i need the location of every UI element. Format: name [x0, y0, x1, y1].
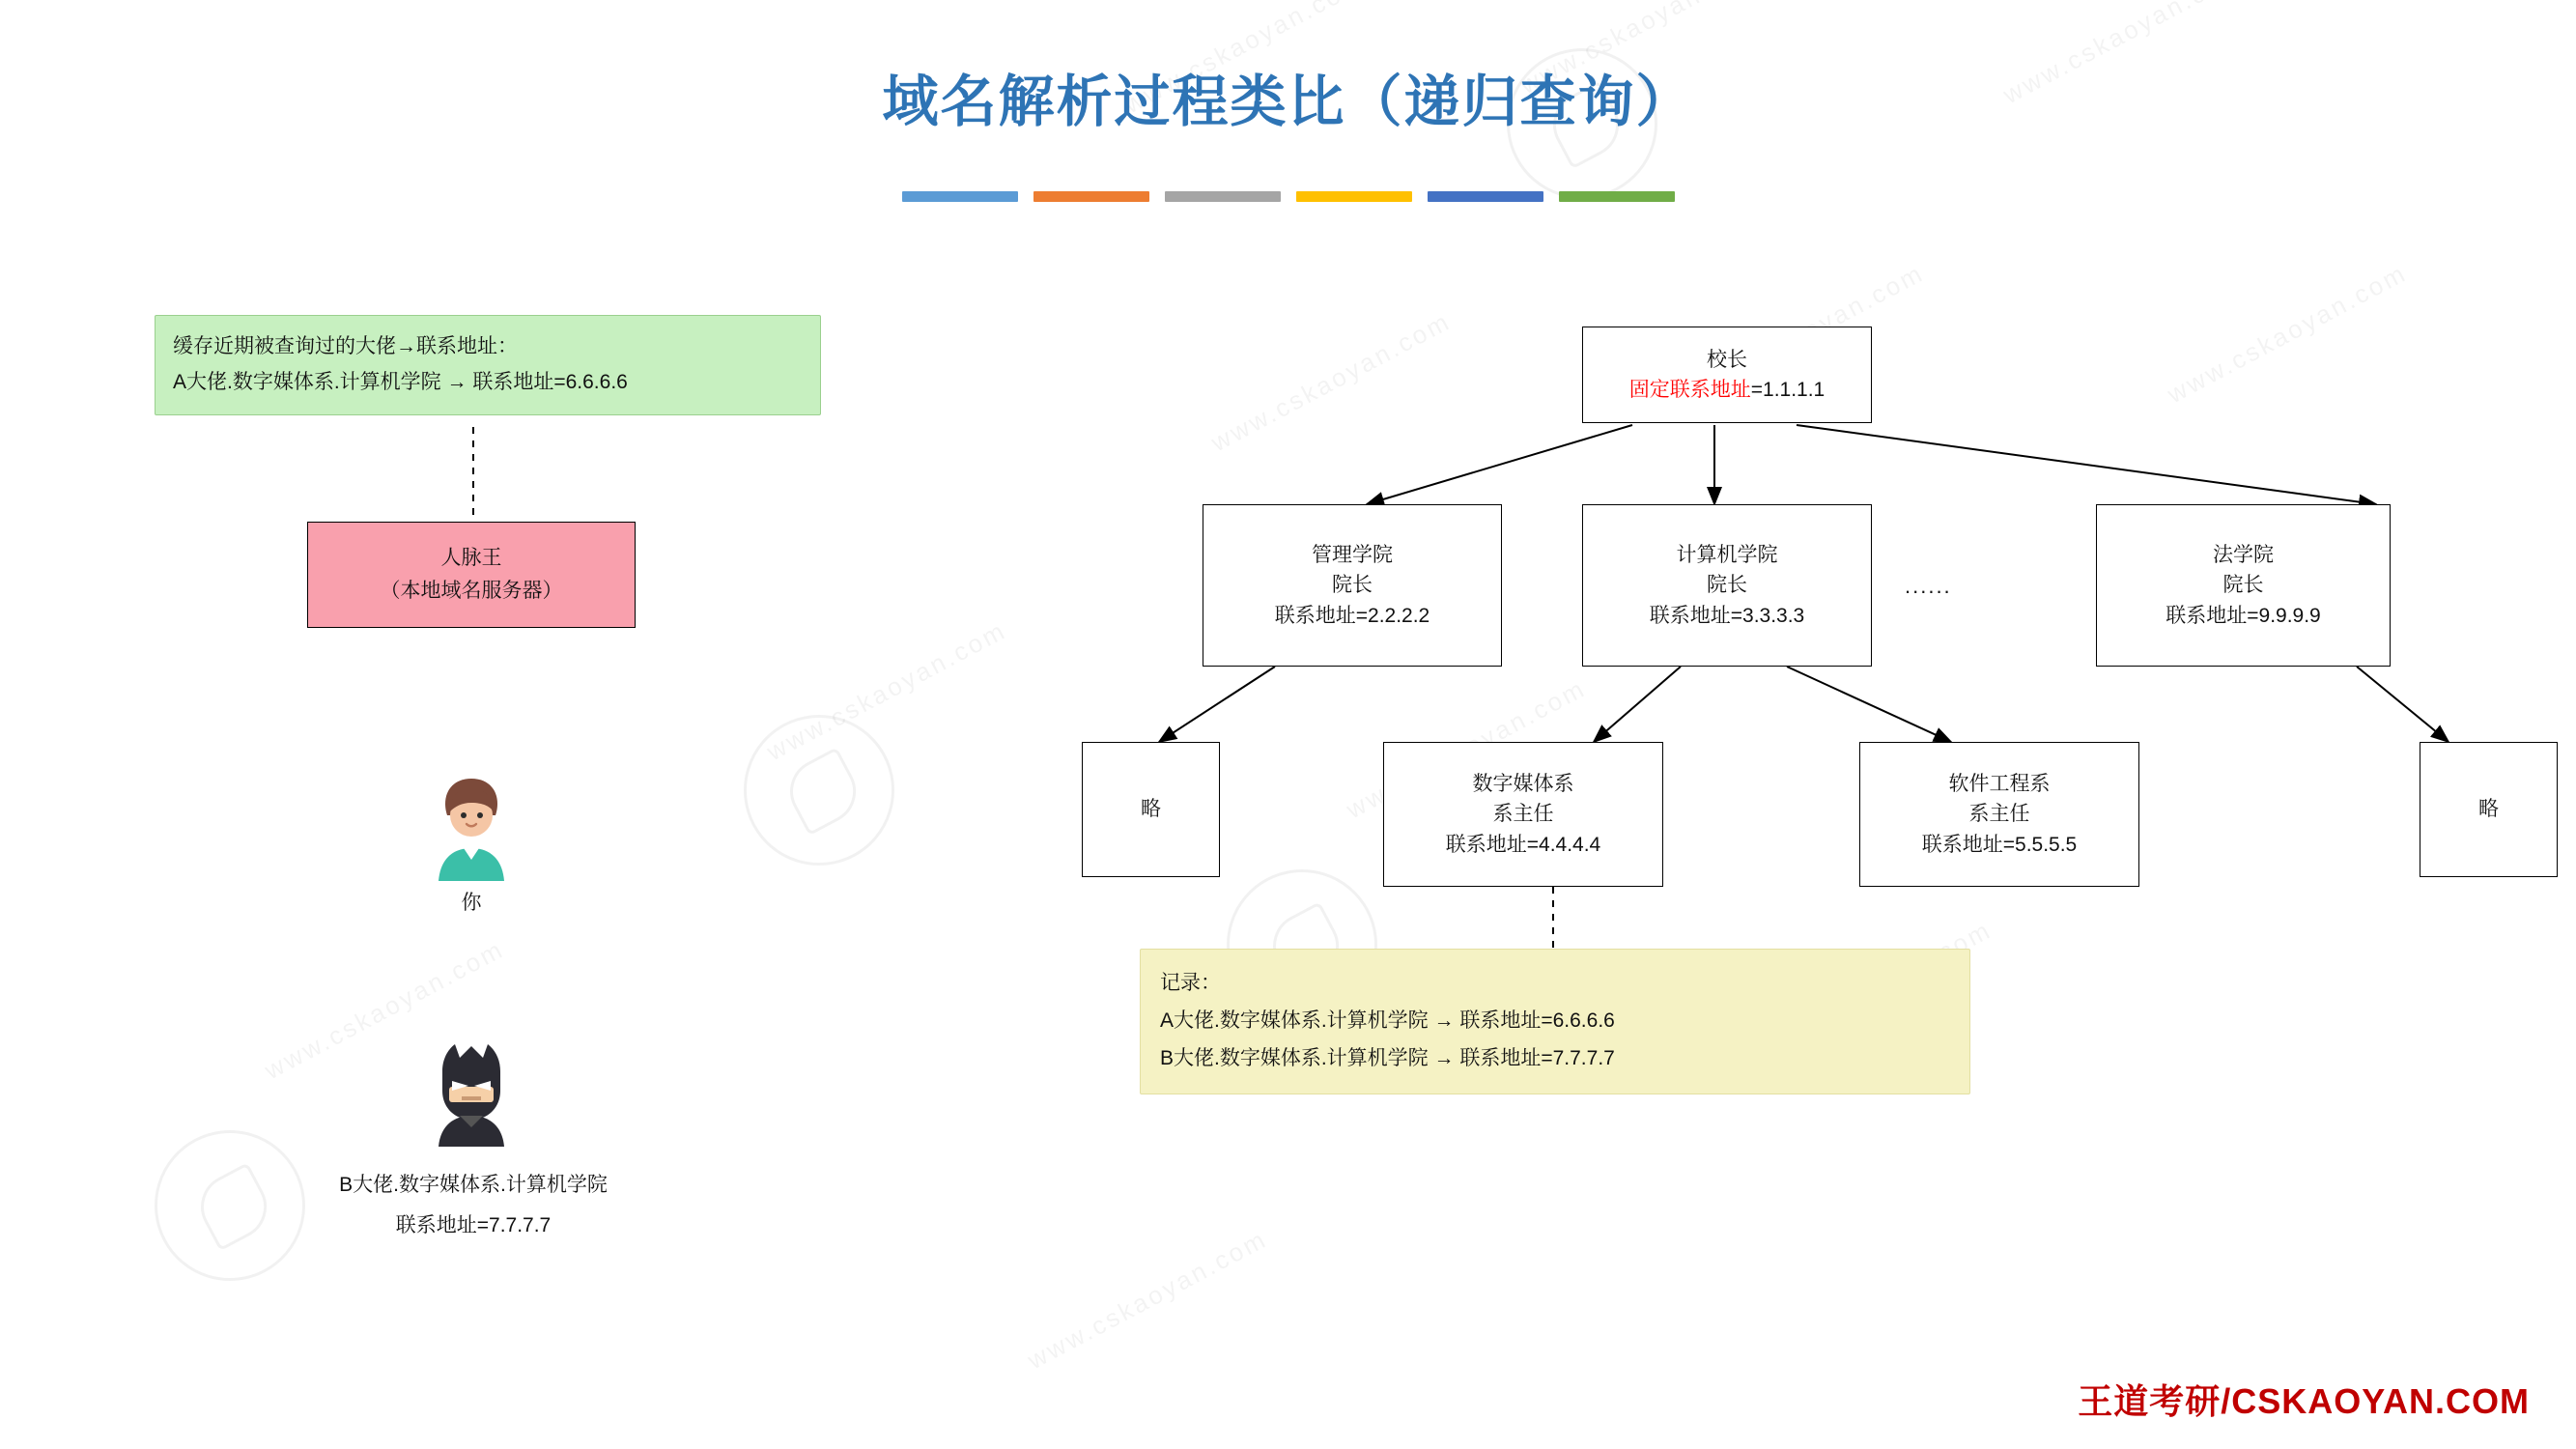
mgmt-address: 联系地址=2.2.2.2: [1274, 604, 1430, 627]
watermark-text: [2163, 258, 2413, 410]
user-avatar: [425, 773, 518, 886]
you-label: 你: [461, 892, 482, 914]
mgmt-name: 管理学院: [1312, 543, 1393, 566]
record-line-2: B大佬.数字媒体系.计算机学院 → 联系地址=7.7.7.7: [1160, 1046, 1615, 1069]
node-principal: [1582, 327, 1872, 423]
principal-address-value: =1.1.1.1: [1750, 379, 1826, 401]
media-address: 联系地址=4.4.4.4: [1445, 833, 1601, 856]
cs-address: 联系地址=3.3.3.3: [1649, 604, 1805, 627]
media-role: 系主任: [1492, 803, 1554, 826]
watermark-text: [1023, 1224, 1273, 1376]
link-principal-mgmt: [1367, 425, 1632, 504]
link-cs-media: [1594, 667, 1681, 742]
link-mgmt-omit: [1159, 667, 1275, 742]
color-bar: [1428, 191, 1543, 202]
target-address: 联系地址=7.7.7.7: [395, 1214, 552, 1236]
watermark-text: [762, 615, 1012, 767]
color-bar: [1165, 191, 1281, 202]
brand-logo-watermark: [718, 689, 921, 893]
node-college-law: [2096, 504, 2391, 667]
target-avatar: [425, 1038, 518, 1151]
principal-address-label: 固定联系地址: [1628, 379, 1751, 401]
software-role: 系主任: [1968, 803, 2030, 826]
brand-logo-watermark: [128, 1104, 332, 1308]
local-dns-box: [307, 522, 636, 628]
color-bar: [1559, 191, 1675, 202]
link-law-omit: [2357, 667, 2449, 742]
watermark-text: [1206, 306, 1457, 458]
cache-line-2: A大佬.数字媒体系.计算机学院 → 联系地址=6.6.6.6: [173, 370, 628, 393]
omitted-right-label: 略: [2478, 798, 2499, 821]
node-omitted-right: [2420, 742, 2558, 877]
principal-title: 校长: [1707, 348, 1747, 371]
color-bar: [902, 191, 1018, 202]
media-name: 数字媒体系: [1472, 772, 1574, 795]
law-role: 院长: [2222, 574, 2264, 597]
link-cs-software: [1787, 667, 1951, 742]
target-name: B大佬.数字媒体系.计算机学院: [339, 1174, 608, 1196]
cache-line-1: 缓存近期被查询过的大佬→联系地址：: [173, 335, 518, 357]
record-note: [1140, 949, 1970, 1094]
record-line-1: A大佬.数字媒体系.计算机学院 → 联系地址=6.6.6.6: [1160, 1009, 1615, 1032]
title-color-bars: [902, 191, 1675, 202]
law-name: 法学院: [2213, 543, 2274, 566]
color-bar: [1296, 191, 1412, 202]
brand-footer: 王道考研/CSKAOYAN.COM: [2078, 1381, 2530, 1421]
mgmt-role: 院长: [1332, 574, 1373, 597]
cache-note: [155, 315, 821, 415]
link-principal-law: [1797, 425, 2376, 504]
cs-name: 计算机学院: [1676, 543, 1778, 566]
color-bar: [1033, 191, 1149, 202]
page-title: 域名解析过程类比（递归查询）: [882, 69, 1694, 134]
node-omitted-left: [1082, 742, 1220, 877]
node-dept-software: [1859, 742, 2139, 887]
record-title: 记录：: [1160, 972, 1221, 994]
software-address: 联系地址=5.5.5.5: [1921, 833, 2078, 856]
local-dns-subtitle: （本地域名服务器）: [380, 580, 563, 602]
node-college-management: [1203, 504, 1502, 667]
node-college-cs: [1582, 504, 1872, 667]
law-address: 联系地址=9.9.9.9: [2166, 604, 2321, 627]
omitted-left-label: 略: [1141, 798, 1161, 821]
local-dns-title: 人脉王: [440, 547, 502, 570]
node-dept-media: [1383, 742, 1663, 887]
cs-role: 院长: [1707, 574, 1747, 597]
ellipsis-colleges: ......: [1905, 574, 1952, 598]
principal-address: [1629, 375, 1825, 406]
software-name: 软件工程系: [1948, 772, 2051, 795]
